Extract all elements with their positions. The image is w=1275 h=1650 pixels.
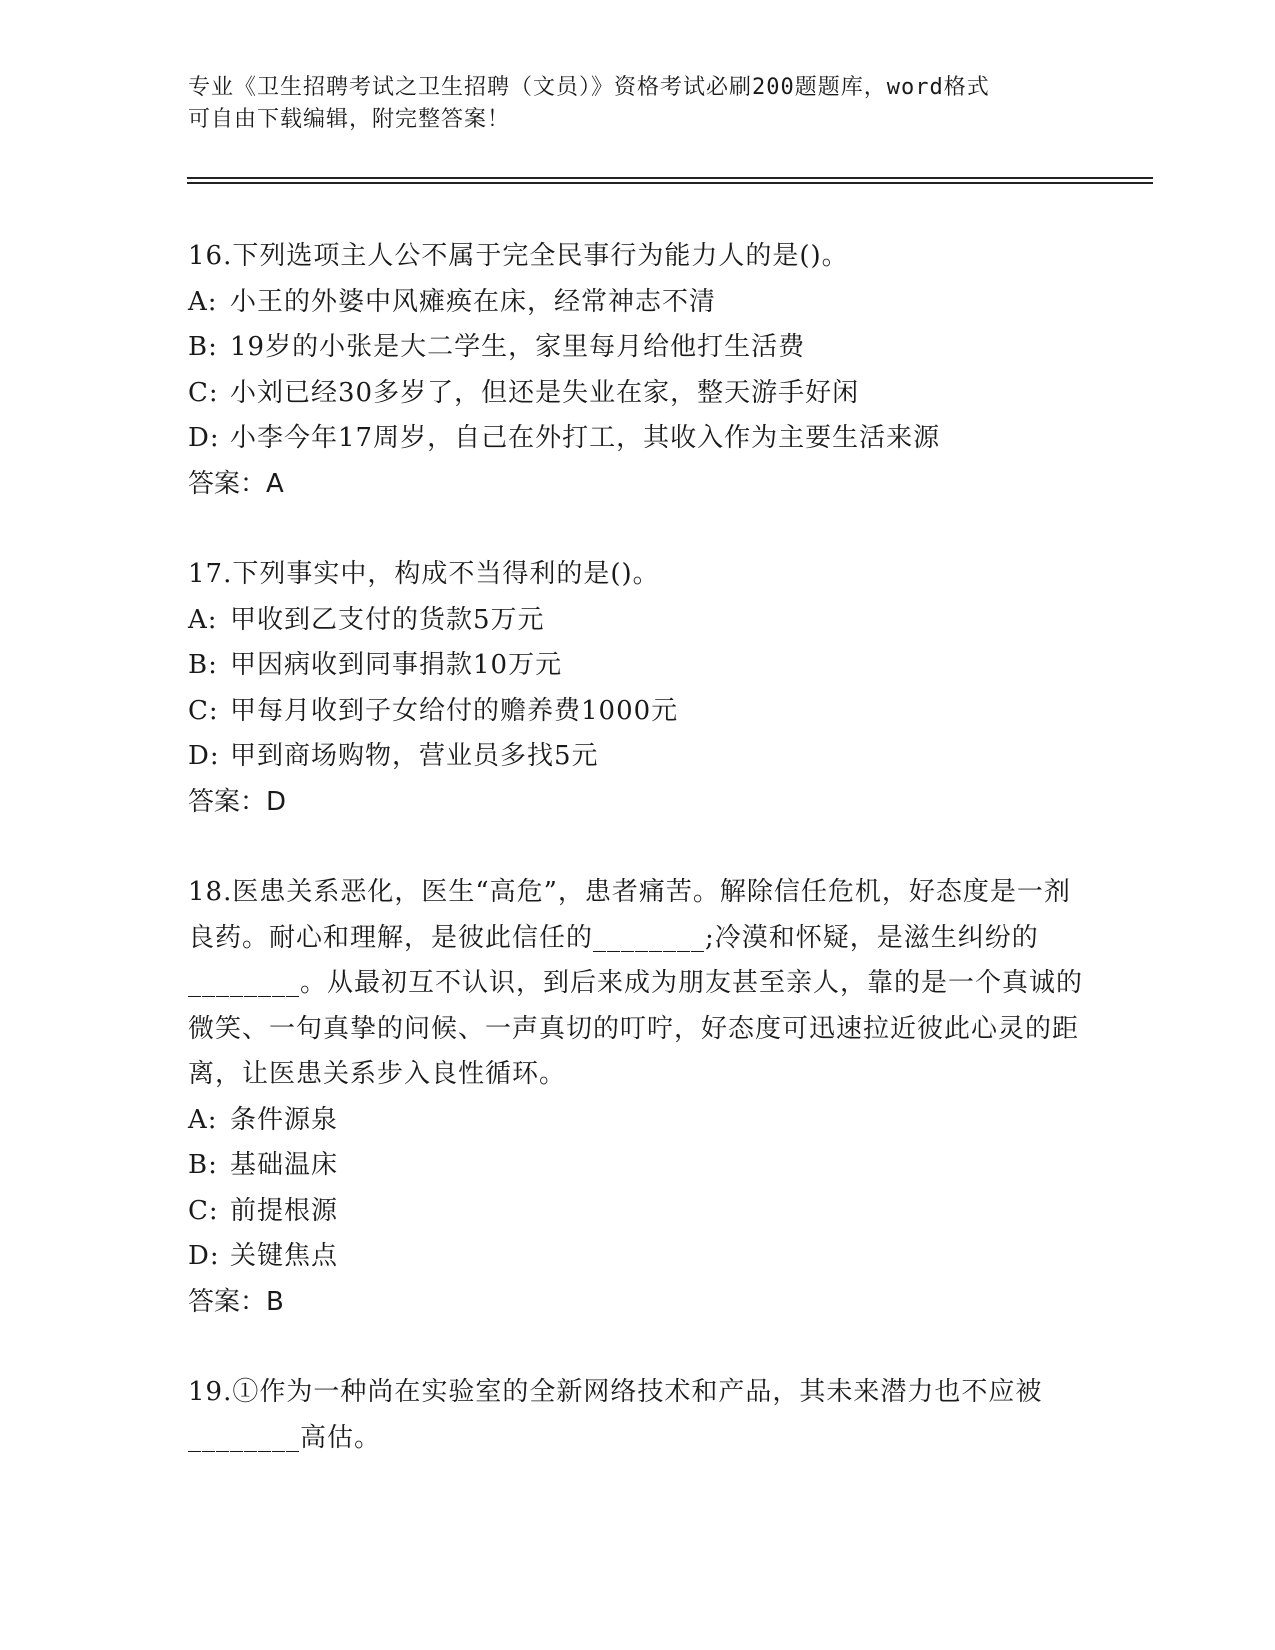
option-text: 甲每月收到子女给付的赡养费1000元 — [230, 695, 679, 726]
option-text: 小刘已经30多岁了，但还是失业在家，整天游手好闲 — [230, 377, 860, 408]
option-text: 甲因病收到同事捐款10万元 — [230, 650, 563, 680]
option-letter: A: — [188, 604, 218, 635]
document-header — [188, 72, 1068, 136]
option-text: 小王的外婆中风瘫痪在床，经常神志不清 — [230, 286, 717, 317]
question-stem: 19.①作为一种尚在实验室的全新网络技术和产品，其未来潜力也不应被________高估。 — [188, 1377, 1043, 1453]
question-16 — [188, 234, 1088, 507]
option-letter: B: — [188, 650, 218, 680]
option-letter: B: — [188, 332, 218, 362]
option-c — [188, 371, 1088, 417]
option-letter: B: — [188, 1150, 218, 1180]
question-stem: 17.下列事实中，构成不当得利的是()。 — [188, 559, 660, 589]
option-b — [188, 1143, 1088, 1189]
option-d — [188, 734, 1088, 780]
option-b — [188, 325, 1088, 371]
option-letter: D: — [188, 423, 220, 453]
option-letter: A: — [188, 1104, 218, 1135]
option-letter: A: — [188, 286, 218, 317]
answer-line: 答案：D — [188, 786, 287, 817]
option-letter: D: — [188, 1241, 220, 1271]
header-line-1: 专业《卫生招聘考试之卫生招聘（文员）》资格考试必刷200题题库，word格式 — [188, 75, 990, 100]
option-a — [188, 280, 1088, 326]
question-stem: 16.下列选项主人公不属于完全民事行为能力人的是()。 — [188, 241, 849, 271]
option-text: 甲收到乙支付的货款5万元 — [230, 604, 545, 635]
option-text: 小李今年17周岁，自己在外打工，其收入作为主要生活来源 — [230, 423, 941, 453]
option-a — [188, 1098, 1088, 1144]
header-line-2: 可自由下载编辑，附完整答案！ — [188, 107, 511, 132]
question-stem: 18.医患关系恶化，医生“高危”，患者痛苦。解除信任危机，好态度是一剂良药。耐心和理解，是彼此信任的________;冷漠和怀疑，是滋生纠纷的________。从最初互不认识，到后来成为朋友甚至亲人，靠的是一个真诚的微笑、一句真挚的问候、一声真切的叮咛，好态度可迅速拉近彼此心灵的距离，让医患关系步入良性循环。 — [188, 877, 1084, 1089]
option-letter: C: — [188, 1195, 219, 1226]
answer-line: 答案：B — [188, 1286, 284, 1317]
question-list — [188, 234, 1088, 1506]
question-18 — [188, 870, 1088, 1325]
option-text: 关键焦点 — [230, 1241, 339, 1271]
header-divider — [187, 177, 1153, 184]
answer-line: 答案：A — [188, 468, 284, 499]
question-19 — [188, 1370, 1088, 1461]
option-text: 19岁的小张是大二学生，家里每月给他打生活费 — [230, 332, 806, 362]
option-text: 条件源泉 — [230, 1104, 339, 1135]
option-d — [188, 1234, 1088, 1280]
option-c — [188, 689, 1088, 735]
option-a — [188, 598, 1088, 644]
option-letter: C: — [188, 377, 219, 408]
option-b — [188, 643, 1088, 689]
option-letter: C: — [188, 695, 219, 726]
option-letter: D: — [188, 741, 220, 771]
option-text: 甲到商场购物，营业员多找5元 — [230, 741, 599, 771]
option-c — [188, 1189, 1088, 1235]
option-text: 前提根源 — [230, 1195, 339, 1226]
option-text: 基础温床 — [230, 1150, 339, 1180]
question-17 — [188, 552, 1088, 825]
option-d — [188, 416, 1088, 462]
